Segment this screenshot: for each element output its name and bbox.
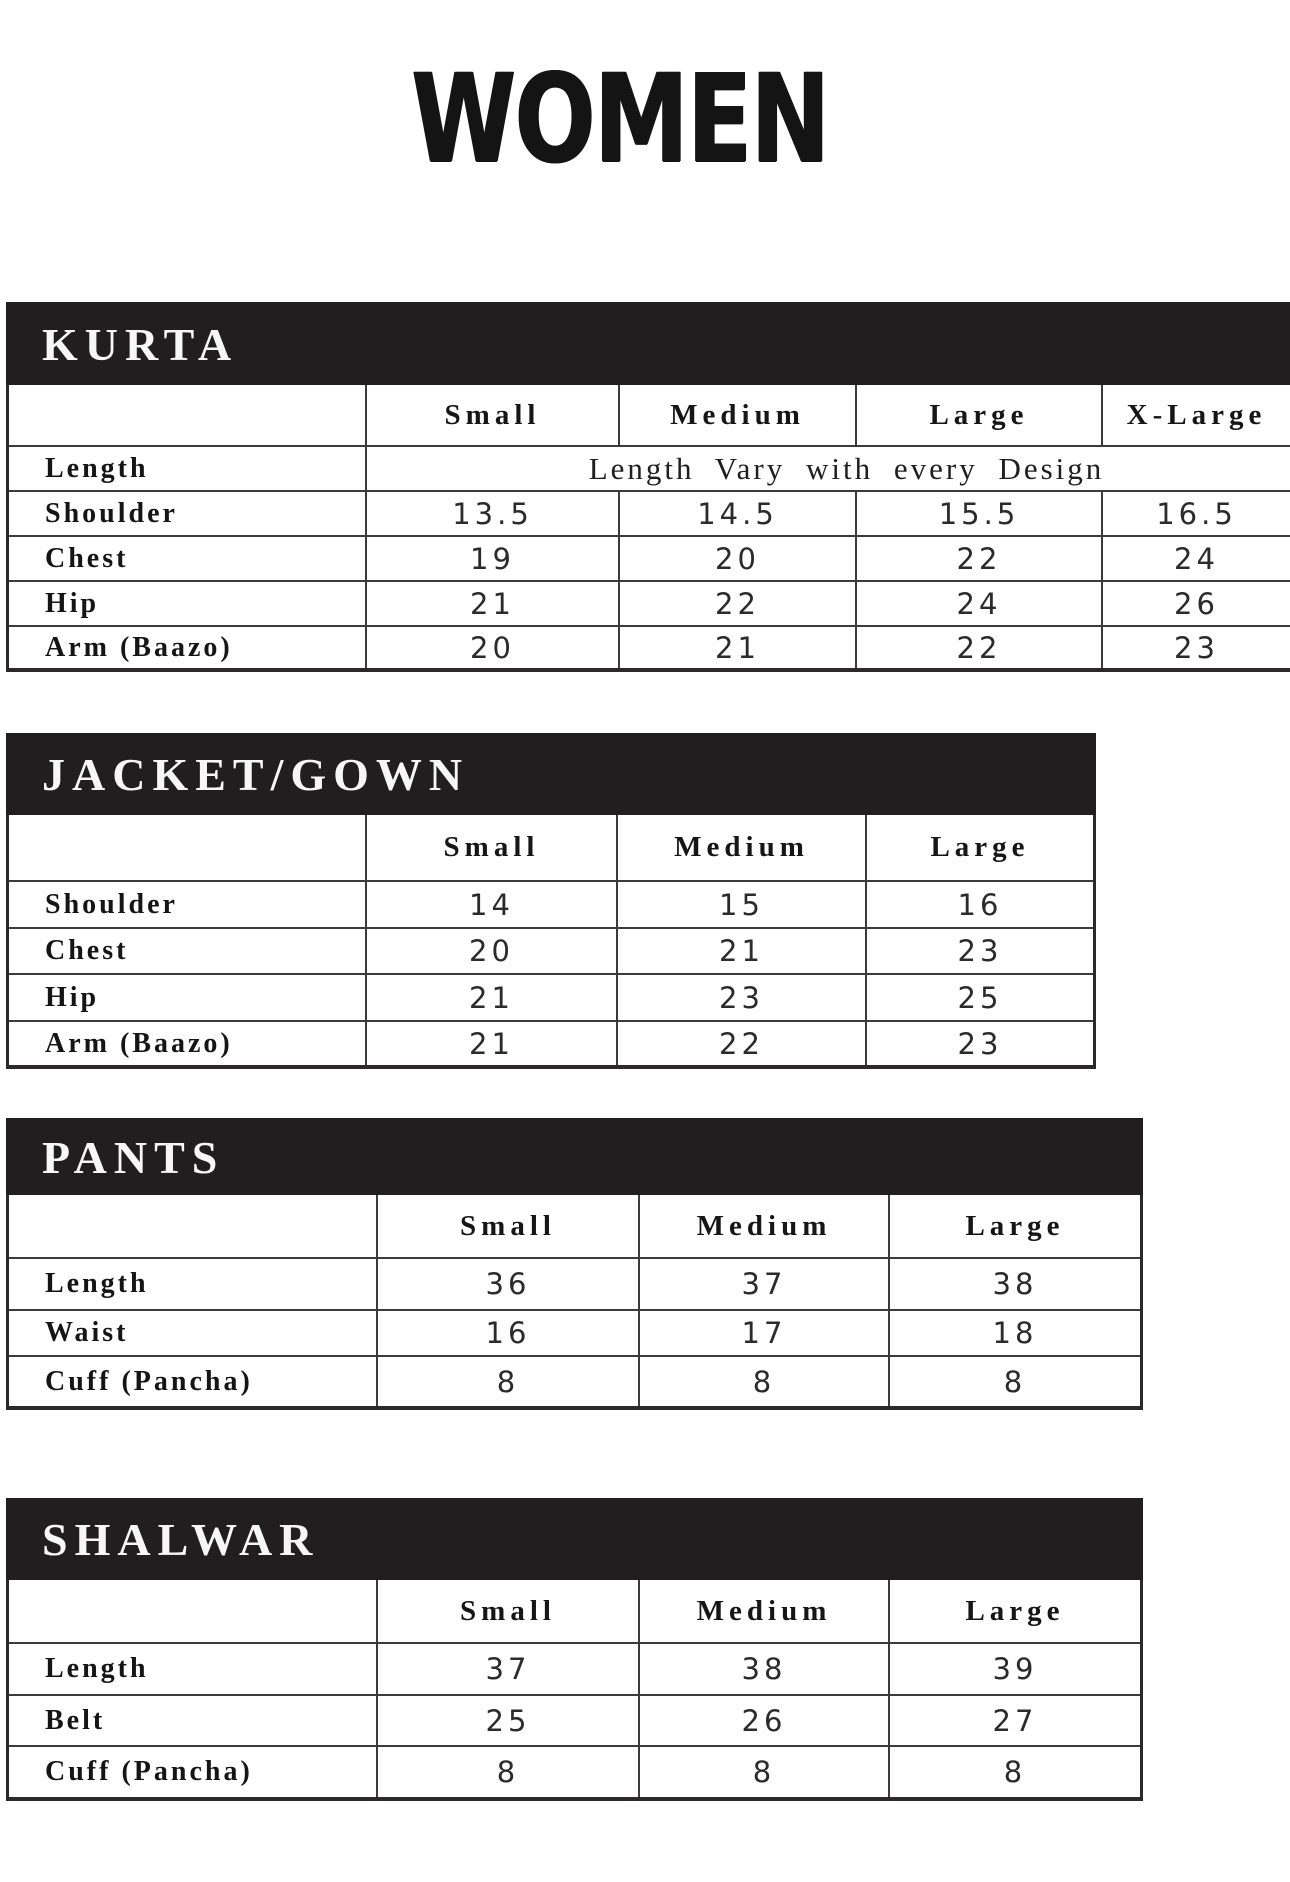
- jacket-gown-chest-large: 23: [865, 927, 1093, 973]
- kurta-col-header-large: Large: [855, 385, 1101, 445]
- shalwar-row-label-length: Length: [9, 1642, 376, 1694]
- jacket-gown-chest-small: 20: [365, 927, 616, 973]
- jacket-gown-shoulder-small: 14: [365, 880, 616, 927]
- jacket-gown-table: [6, 815, 1096, 1069]
- kurta-chest-small: 19: [365, 535, 618, 580]
- kurta-chest-large: 22: [855, 535, 1101, 580]
- pants-cuff-small: 8: [376, 1355, 638, 1406]
- jacket-gown-corner-cell: [9, 815, 365, 880]
- kurta-hip-xlarge: 26: [1101, 580, 1290, 625]
- kurta-shoulder-medium: 14.5: [618, 490, 855, 535]
- pants-col-header-medium: Medium: [638, 1195, 888, 1257]
- jacket-gown-col-header-small: Small: [365, 815, 616, 880]
- kurta-row-label-hip: Hip: [9, 580, 365, 625]
- kurta-chest-xlarge: 24: [1101, 535, 1290, 580]
- kurta-row-label-shoulder: Shoulder: [9, 490, 365, 535]
- kurta-length-note: Length Vary with every Design: [365, 445, 1290, 490]
- jacket-gown-col-header-large: Large: [865, 815, 1093, 880]
- kurta-row-label-length: Length: [9, 445, 365, 490]
- shalwar-length-medium: 38: [638, 1642, 888, 1694]
- kurta-arm-large: 22: [855, 625, 1101, 668]
- kurta-row-label-arm: Arm (Baazo): [9, 625, 365, 668]
- shalwar-belt-small: 25: [376, 1694, 638, 1745]
- pants-waist-small: 16: [376, 1309, 638, 1355]
- pants-length-small: 36: [376, 1257, 638, 1309]
- jacket-gown-hip-medium: 23: [616, 973, 865, 1020]
- shalwar-col-header-medium: Medium: [638, 1580, 888, 1642]
- shalwar-header-bar: [6, 1498, 1143, 1580]
- jacket-gown-col-header-medium: Medium: [616, 815, 865, 880]
- pants-waist-medium: 17: [638, 1309, 888, 1355]
- shalwar-title: SHALWAR: [42, 1514, 320, 1565]
- kurta-arm-small: 20: [365, 625, 618, 668]
- jacket-gown-arm-small: 21: [365, 1020, 616, 1065]
- shalwar-col-header-large: Large: [888, 1580, 1140, 1642]
- pants-length-medium: 37: [638, 1257, 888, 1309]
- pants-row-label-cuff: Cuff (Pancha): [9, 1355, 376, 1406]
- jacket-gown-hip-small: 21: [365, 973, 616, 1020]
- jacket-gown-chest-medium: 21: [616, 927, 865, 973]
- shalwar-row-label-belt: Belt: [9, 1694, 376, 1745]
- jacket-gown-row-label-shoulder: Shoulder: [9, 880, 365, 927]
- jacket-gown-row-label-chest: Chest: [9, 927, 365, 973]
- pants-cuff-large: 8: [888, 1355, 1140, 1406]
- shalwar-row-label-cuff: Cuff (Pancha): [9, 1745, 376, 1797]
- kurta-chest-medium: 20: [618, 535, 855, 580]
- shalwar-corner-cell: [9, 1580, 376, 1642]
- kurta-row-label-chest: Chest: [9, 535, 365, 580]
- shalwar-belt-large: 27: [888, 1694, 1140, 1745]
- shalwar-table: [6, 1580, 1143, 1801]
- pants-header-bar: [6, 1118, 1143, 1195]
- pants-col-header-small: Small: [376, 1195, 638, 1257]
- jacket-gown-title: JACKET/GOWN: [42, 749, 470, 800]
- shalwar-cuff-large: 8: [888, 1745, 1140, 1797]
- kurta-hip-medium: 22: [618, 580, 855, 625]
- kurta-corner-cell: [9, 385, 365, 445]
- jacket-gown-arm-large: 23: [865, 1020, 1093, 1065]
- jacket-gown-header-bar: [6, 733, 1096, 815]
- kurta-shoulder-small: 13.5: [365, 490, 618, 535]
- shalwar-length-small: 37: [376, 1642, 638, 1694]
- shalwar-section: [6, 1498, 1143, 1801]
- pants-table: [6, 1195, 1143, 1410]
- pants-length-large: 38: [888, 1257, 1140, 1309]
- jacket-gown-row-label-hip: Hip: [9, 973, 365, 1020]
- shalwar-col-header-small: Small: [376, 1580, 638, 1642]
- shalwar-cuff-small: 8: [376, 1745, 638, 1797]
- kurta-hip-small: 21: [365, 580, 618, 625]
- pants-row-label-length: Length: [9, 1257, 376, 1309]
- jacket-gown-shoulder-medium: 15: [616, 880, 865, 927]
- kurta-shoulder-xlarge: 16.5: [1101, 490, 1290, 535]
- kurta-col-header-small: Small: [365, 385, 618, 445]
- kurta-title: KURTA: [42, 318, 239, 370]
- kurta-hip-large: 24: [855, 580, 1101, 625]
- pants-waist-large: 18: [888, 1309, 1140, 1355]
- kurta-section: [6, 302, 1290, 672]
- kurta-table: [6, 385, 1290, 672]
- shalwar-belt-medium: 26: [638, 1694, 888, 1745]
- kurta-col-header-xlarge: X-Large: [1101, 385, 1290, 445]
- jacket-gown-row-label-arm: Arm (Baazo): [9, 1020, 365, 1065]
- pants-title: PANTS: [42, 1131, 225, 1183]
- kurta-arm-xlarge: 23: [1101, 625, 1290, 668]
- pants-section: [6, 1118, 1143, 1410]
- kurta-arm-medium: 21: [618, 625, 855, 668]
- shalwar-cuff-medium: 8: [638, 1745, 888, 1797]
- pants-cuff-medium: 8: [638, 1355, 888, 1406]
- jacket-gown-shoulder-large: 16: [865, 880, 1093, 927]
- pants-corner-cell: [9, 1195, 376, 1257]
- kurta-col-header-medium: Medium: [618, 385, 855, 445]
- jacket-gown-hip-large: 25: [865, 973, 1093, 1020]
- pants-col-header-large: Large: [888, 1195, 1140, 1257]
- jacket-gown-arm-medium: 22: [616, 1020, 865, 1065]
- pants-row-label-waist: Waist: [9, 1309, 376, 1355]
- kurta-shoulder-large: 15.5: [855, 490, 1101, 535]
- kurta-header-bar: [6, 302, 1290, 385]
- jacket-gown-section: [6, 733, 1096, 1069]
- page-title: WOMEN: [411, 48, 829, 190]
- shalwar-length-large: 39: [888, 1642, 1140, 1694]
